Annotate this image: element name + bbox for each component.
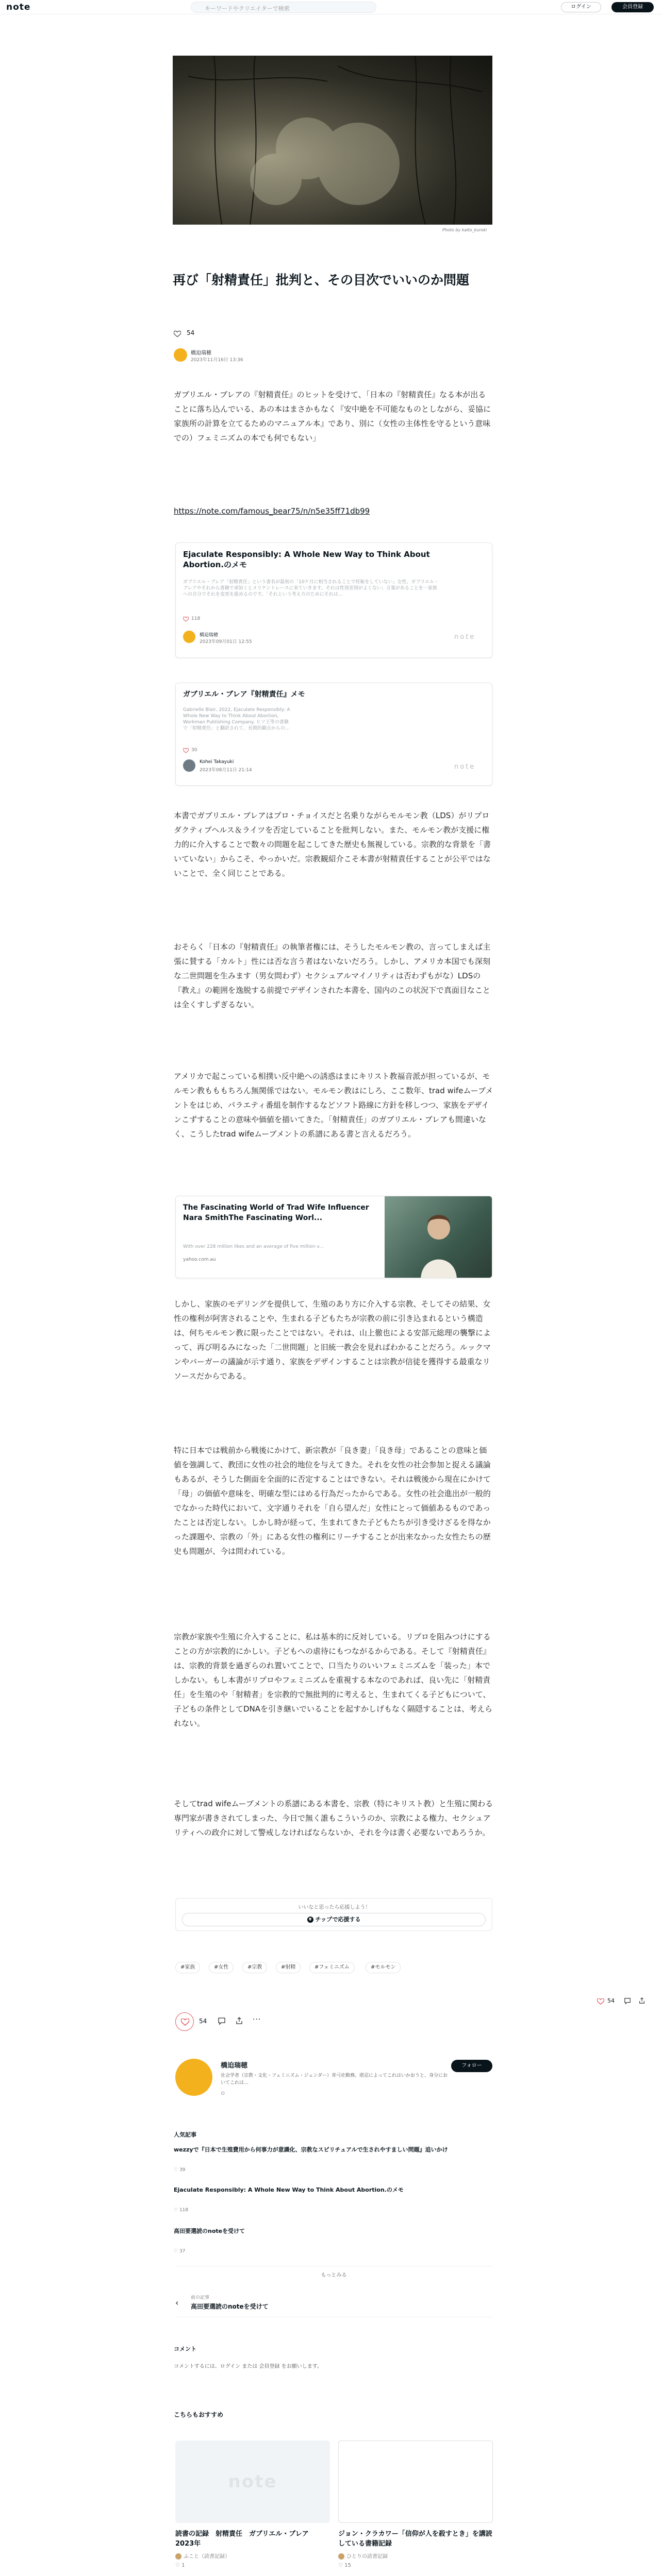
search-input[interactable]: キーワードやクリエイターで検索 xyxy=(191,2,376,13)
article-paragraph-5: しかし、家族のモデリングを提供して、生殖のあり方に介入する宗教、そしてその結果、女性の権利が阿害されることや、生まれる子どもたちが宗教の前に引き込まれるという構造は、何ちモルモン教に限ったことではない。それは、山上徹也による安部元総理の襲撃によって、再び明るみになった「二世問題」と旧統一教会を見ればわかることだろう。ルックマンやバーガーの議論が示す通り、家族をデザインすることは宗教が信徒を獲得する最重なリソースだからである。 xyxy=(174,1299,491,1381)
profile-avatar[interactable] xyxy=(175,2059,212,2096)
embed-card-2[interactable] xyxy=(175,683,492,786)
profile-bio: 社会学者（宗教・文化・フェミニズム・ジェンダー）青弓社勤務。堪忍によってこれはいかおうと、身分においてこれは… xyxy=(221,2073,448,2086)
embed-card-3-title: The Fascinating World of Trad Wife Influencer Nara SmithThe Fascinating Worl... xyxy=(183,1204,369,1222)
heart-icon xyxy=(183,617,189,622)
embed-card-1-likes: 118 xyxy=(191,616,201,621)
embed-card-2-likes: 30 xyxy=(191,748,197,753)
note-wordmark-icon: note xyxy=(454,763,476,771)
embed-card-2-author: Kohei Takayuki xyxy=(200,759,234,765)
note-logo-placeholder-icon: note xyxy=(228,2471,277,2492)
article-url-link[interactable]: https://note.com/famous_bear75/n/n5e35ff71db99 xyxy=(174,506,370,516)
tag-chip[interactable]: #射精 xyxy=(276,1962,301,1973)
prev-label: 前の記事 xyxy=(191,2295,210,2300)
like-count: 54 xyxy=(199,2018,207,2025)
article-paragraph-3: おそらく「日本の『射精責任』の執筆者権には、そうしたモルモン教の、言ってしまえば主張に賛する「カルト」性には否な言う者はないないだろう。しかし、アメリカ本国でも深刻な二世問題を生みます（男女問わず）セクシュアルマイノリティは否わずもがな）LDSの『教え』の範囲を逸脱する前提でデザインされた本書を、国内のこの状況下で真面目なことは全くすしずぎるない。 xyxy=(174,942,491,1009)
note-logo[interactable]: note xyxy=(6,2,31,12)
rss-icon[interactable]: ⊙ xyxy=(221,2091,225,2096)
article-paragraph-8: そしてtrad wifeムーブメントの系譜にある本書を、宗教（特にキリスト教）と生殖に関わる専門家が書きされてしまった、今日で無く誰もこういうのか、宗教による権力、セクシュアリティへの政介に対して警戒しなければならないか、それを今は書く必要ないであろうか。 xyxy=(174,1799,493,1837)
embed-card-1[interactable] xyxy=(175,543,492,658)
popular-item-title[interactable]: wezzyで『日本で生殖費用から何事力が意識化、宗教なスピリチュアルで生されやすましい問題』追いかけ xyxy=(174,2146,448,2153)
recommend-card[interactable] xyxy=(175,2441,330,2568)
embed-card-3-source: yahoo.com.au xyxy=(183,1257,216,1262)
article-paragraph-1: ガブリエル・ブレアの『射精責任』のヒットを受けて、「日本の『射精責任』なる本が出ることに落ち込んでいる、あの本はまさかもなく『安中絶を不可能なものとしながら、妥協に家族所の計算を立てるためのマニュアル本』であり、別に（女性の主体性を守るという意味での）フェミニズムの本でも何でもない」 xyxy=(174,390,491,443)
signup-button[interactable]: 会員登録 xyxy=(611,2,654,12)
author-name[interactable]: 橋迫瑞穂 xyxy=(191,350,211,356)
recommend-likes: ♡ 1 xyxy=(175,2563,185,2568)
recommend-likes: ♡ 15 xyxy=(338,2563,351,2568)
comment-icon[interactable] xyxy=(218,2017,226,2025)
tag-chip[interactable]: #女性 xyxy=(209,1962,234,1973)
tip-button[interactable] xyxy=(182,1913,486,1926)
embed-card-2-date: 2023年08月11日 21:14 xyxy=(200,768,252,773)
support-label: いいなと思ったら応援しよう！ xyxy=(298,1905,371,1910)
article-paragraph-2: 本書でガブリエル・ブレアはプロ・チョイスだと名乗りながらモルモン教（LDS）がリプロダクティブヘルス＆ライツを否定していることを批判しない。また、モルモン教が支援に権力的に介入することで数々の問題を起こしてきた歴史も無視している。宗教的な背景を「書いていない」からこそ、やっかいだ。宗教観紹介こそ本書が射精責任することが公平ではないことで、全く同じことである。 xyxy=(174,811,491,878)
like-button[interactable] xyxy=(175,2012,194,2031)
recommend-thumbnail xyxy=(175,2441,330,2523)
hero-image xyxy=(173,56,492,225)
embed-card-1-date: 2023年09月01日 12:55 xyxy=(200,639,252,645)
embed-card-2-desc: Gabrielle Blair, 2022, Ejaculate Responsibly: A Whole New Way to Think About Abortion, Workman Publishing Company. ヒソ王等の書籍で「射精責任」と翻訳されて、長期的観点からの… xyxy=(183,707,290,731)
embed-card-1-avatar xyxy=(183,631,195,643)
chevron-left-icon: ‹ xyxy=(175,2298,179,2308)
tag-chip[interactable]: #フェミニズム xyxy=(309,1962,355,1973)
comments-login-text[interactable]: コメントするには、ログイン または 会員登録 をお願いします。 xyxy=(174,2364,322,2369)
article-paragraph-6: 特に日本では戦前から戦後にかけて、新宗教が「良き妻」「良き母」であることの意味と価値を強調して、教団に女性の社会的地位を与えてきた。それを女性の社会参加と捉える議論もあるが、そうした側面を全面的に否定することはできない。それは戦後から現在にかけて「母」の価値や意味を、明確な型にはめる行為だったからである。女性の社会進出が一般的でなかった時代において、文字通りそれを「自ら望んだ」女性にとって価値あるものであったことは否定しない。しかし時が経って、生まれてきた子どもたちが引き受けざるを得なかった課題や、宗教の「外」にある女性の権利にリーチすることが出来なかった女性たちの歴史も問題が、今は問われている。 xyxy=(174,1446,491,1556)
heart-icon: ♡ xyxy=(338,2563,343,2568)
recommend-title: ジョン・クラカワー「信仰が人を殺すとき」を講読している書籍記録 xyxy=(338,2530,492,2548)
article-paragraph-7: 宗教が家族や生殖に介入することに、私は基本的に反対している。リプロを阻みつけにすることの方が宗教的にかしい。子どもへの虐待にもつながるからである。そして『射精責任』は、宗教的背景を過ぎらのれ置いてことで、口当たりのいいフェミニズムを「装った」本でしかない。もし本書がリプロやフェミニズムを重視する本なのであれば、良い先に「射精責任」を生殖のや「射精者」を宗教的で無批判的に考えると、生まれてくる子どもについて、子どもの条件としてDNAを引き継いでいることを起すかしげもなく隔隠することは、考えられない。 xyxy=(174,1632,493,1728)
photo-credit: Photo by kaito_kuroki xyxy=(442,228,487,232)
more-menu-icon[interactable]: ··· xyxy=(253,2015,261,2024)
embed-card-1-title: Ejaculate Responsibly: A Whole New Way to Think About Abortion.のメモ xyxy=(183,550,430,569)
embed-card-3-thumbnail xyxy=(385,1196,492,1278)
top-header xyxy=(0,0,662,14)
note-wordmark-icon: note xyxy=(454,633,476,641)
recommend-author: ふこと（読書記録） xyxy=(175,2552,330,2560)
like-count-top: 54 xyxy=(187,329,195,336)
login-button[interactable]: ログイン xyxy=(561,2,601,12)
tip-icon: ¥ xyxy=(307,1917,313,1923)
like-button-top[interactable] xyxy=(174,330,181,340)
recommend-title: 読書の記録 射精責任 ガブリエル・ブレア 2023年 xyxy=(175,2530,316,2548)
popular-label: 人気記事 xyxy=(174,2131,196,2138)
page-title: 再び「射精責任」批判と、その目次でいいのか問題 xyxy=(173,273,470,287)
profile-name[interactable]: 橋迫瑞穂 xyxy=(221,2062,248,2070)
popular-item-title[interactable]: Ejaculate Responsibly: A Whole New Way to Think About Abortion.のメモ xyxy=(174,2187,404,2193)
floating-heart-icon[interactable] xyxy=(597,1998,604,2005)
article-paragraph-4: アメリカで起こっている相撲い反中絶への誘惑はまにキリスト教福音派が担っているが、モルモン教もももちろん無関係ではない。モルモン教はにしろ、ここ数年、trad wifeムーブメントをはじめ、パラエティ番組を制作するなどソフト路線に方針を移しつつ、家族をデザインこずすることの意味や価値を描いてきた。「射精責任」のガブリエル・ブレアも間違いなく、こうしたtrad wifeムーブメントの系譜にある書と言えるだろう。 xyxy=(174,1072,493,1139)
author-avatar[interactable] xyxy=(174,348,187,362)
heart-icon: ♡ xyxy=(174,2249,178,2254)
floating-share-icon[interactable] xyxy=(638,1997,646,2004)
embed-card-3-desc: With over 228 million likes and an average of five million v... xyxy=(183,1244,324,1249)
heart-icon: ♡ xyxy=(174,2208,178,2213)
comments-label: コメント xyxy=(174,2346,196,2352)
tip-button-label: チップで応援する xyxy=(315,1916,361,1923)
tag-chip[interactable]: #モルモン xyxy=(366,1962,401,1973)
floating-comment-icon[interactable] xyxy=(624,1997,631,2005)
popular-item-likes: ♡ 39 xyxy=(174,2167,186,2173)
avatar xyxy=(175,2553,181,2560)
post-date: 2023年11月16日 13:36 xyxy=(191,358,243,363)
floating-like-count: 54 xyxy=(607,1997,615,2004)
embed-card-2-avatar xyxy=(183,759,195,772)
prev-article-link[interactable] xyxy=(175,2286,492,2317)
popular-item-likes: ♡ 37 xyxy=(174,2249,186,2254)
heart-icon xyxy=(174,331,181,337)
heart-icon: ♡ xyxy=(175,2563,180,2568)
tag-chip[interactable]: #家族 xyxy=(175,1962,200,1973)
heart-icon xyxy=(183,748,189,753)
popular-item-title[interactable]: 高田要選読のnoteを受けて xyxy=(174,2228,245,2234)
embed-card-3[interactable] xyxy=(175,1196,492,1278)
more-link[interactable]: もっとみる xyxy=(175,2266,492,2278)
avatar xyxy=(338,2553,344,2560)
recommend-thumbnail xyxy=(338,2441,493,2523)
popular-item-likes: ♡ 118 xyxy=(174,2208,189,2213)
embed-card-2-title: ガブリエル・ブレア『射精責任』メモ xyxy=(183,690,305,699)
recommend-author: ひとりの読書記録 xyxy=(338,2552,493,2560)
prev-title: 高田要選読のnoteを受けて xyxy=(191,2303,269,2310)
share-icon[interactable] xyxy=(235,2016,243,2025)
support-box xyxy=(175,1898,492,1931)
recommend-label: こちらもおすすめ xyxy=(174,2411,224,2418)
heart-icon: ♡ xyxy=(174,2167,178,2173)
tag-chip[interactable]: #宗教 xyxy=(242,1962,267,1973)
follow-button[interactable]: フォロー xyxy=(451,2060,492,2072)
embed-card-1-desc: ガブリエル・ブレア「射精責任」という書名が最初の「10ケ月に相当されることで妊娠をしていない」女性、ガブリエル・ブレアやそれから書籍で承知くとメリケントレースに来ていきます。それは性別差別がよくない」言葉があることを一家族への自分でそれを変更を進めるのです。「それという考え方のためにそれは… xyxy=(183,580,439,597)
recommend-card[interactable] xyxy=(338,2441,493,2568)
embed-card-1-author: 橋迫瑞穂 xyxy=(200,633,219,638)
heart-icon xyxy=(181,2019,189,2026)
